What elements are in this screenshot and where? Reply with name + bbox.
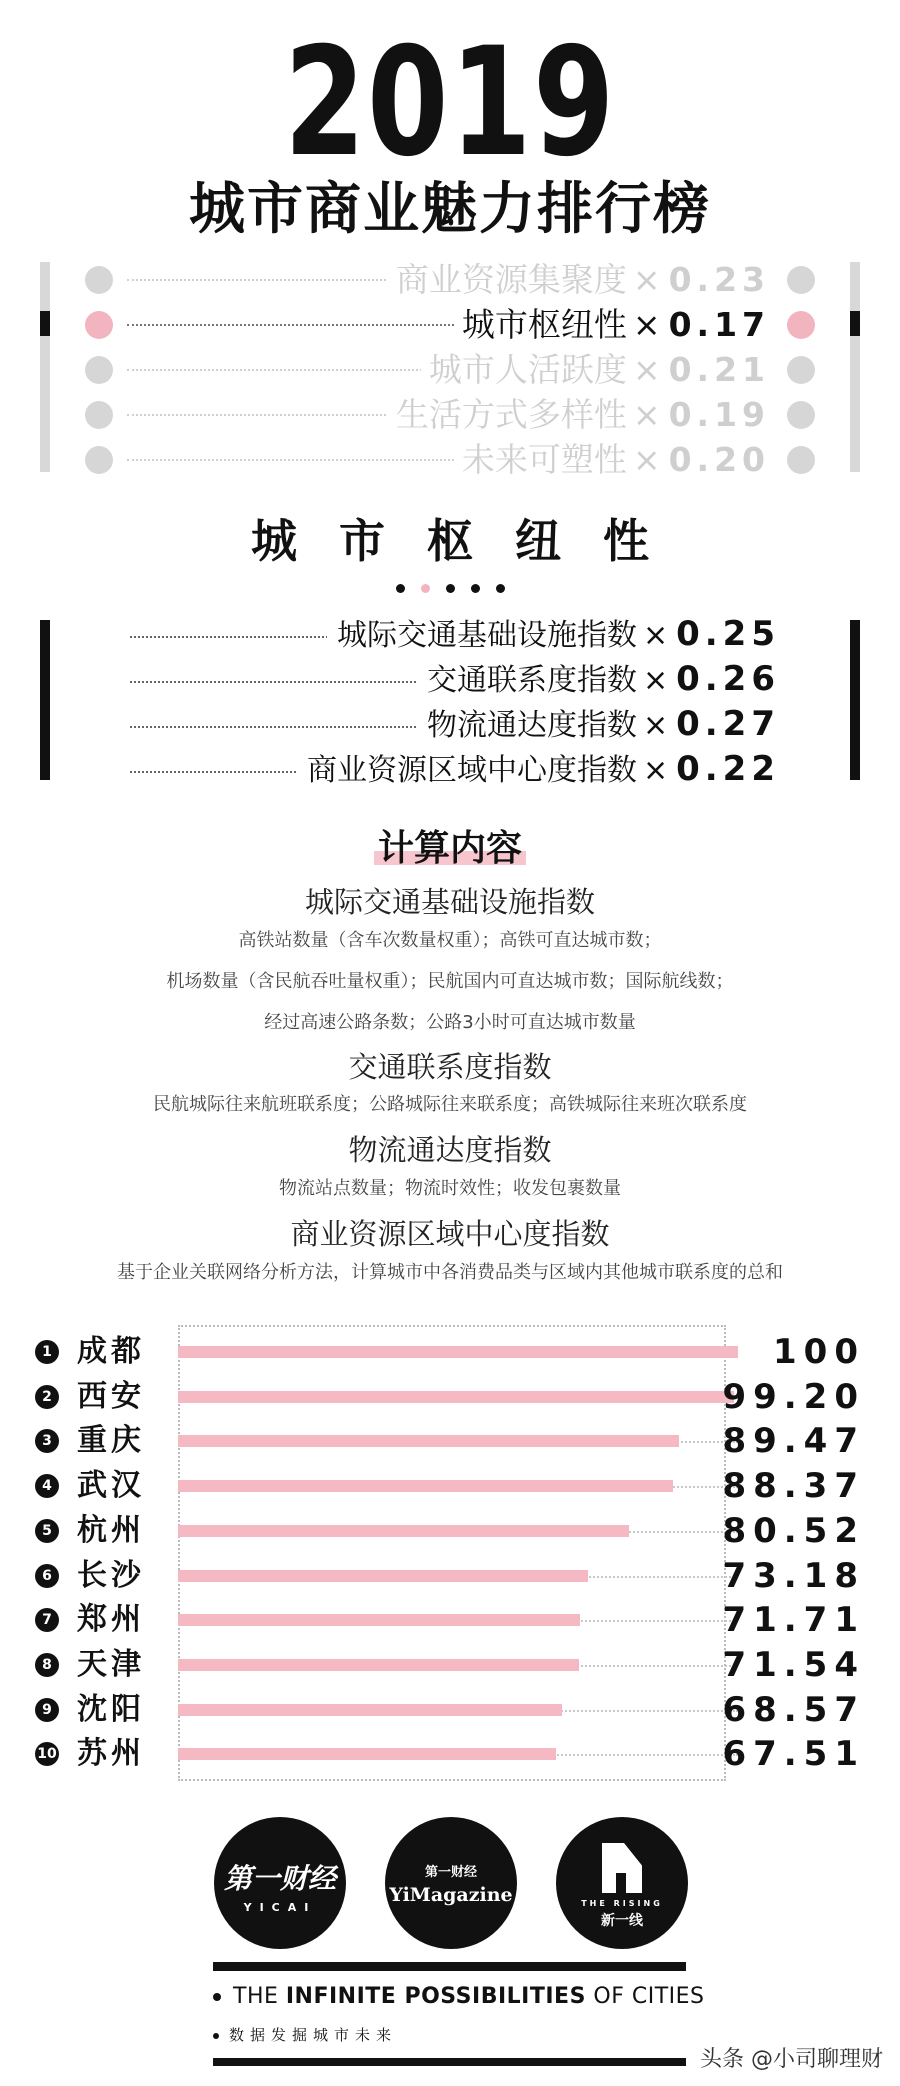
subindex-text — [327, 612, 780, 656]
weight-text — [388, 393, 770, 437]
page-indicator — [0, 578, 900, 597]
score-bar — [178, 1525, 629, 1537]
footer-rule-bottom — [213, 2058, 686, 2066]
section-title: 城市枢纽性 — [251, 514, 691, 568]
weight-row — [85, 303, 815, 347]
subindex-label: 城际交通基础设施指数 — [336, 618, 637, 653]
score-value: 71.71 — [722, 1600, 865, 1641]
rank-badge: 7 — [35, 1608, 59, 1632]
weights-right-rail — [850, 262, 860, 472]
score-value: 89.47 — [722, 1421, 865, 1462]
rank-badge: 9 — [35, 1698, 59, 1722]
calc-item-detail: 高铁站数量（含车次数量权重）；高铁可直达城市数； — [238, 930, 662, 951]
calc-item-heading: 商业资源区域中心度指数 — [290, 1217, 610, 1251]
score-bar — [178, 1748, 556, 1760]
weight-dot-right — [787, 401, 815, 429]
rank-badge: 5 — [35, 1519, 59, 1543]
city-name: 长沙 — [77, 1557, 145, 1593]
city-name: 天津 — [77, 1646, 145, 1682]
subindex-text — [417, 702, 780, 746]
ranking-row — [35, 1332, 865, 1372]
tagline: THE INFINITE POSSIBILITIES OF CITIES — [213, 1984, 705, 2009]
subindex-weight: 0.25 — [676, 614, 780, 654]
weight-label: 城市人活跃度 — [428, 350, 627, 389]
multiply-sign: × — [642, 618, 669, 653]
weights-left-rail — [40, 262, 50, 472]
weight-row — [85, 438, 815, 482]
footer-rule-top — [213, 1962, 686, 1971]
subindex-row — [130, 747, 780, 791]
score-value: 73.18 — [722, 1555, 865, 1596]
score-bar — [178, 1659, 579, 1671]
score-value: 88.37 — [722, 1466, 865, 1507]
ranking-row — [35, 1600, 865, 1640]
weights-left-marker — [40, 311, 50, 336]
calc-item-detail: 基于企业关联网络分析方法，计算城市中各消费品类与区域内其他城市联系度的总和 — [117, 1262, 783, 1283]
ranking-row — [35, 1556, 865, 1596]
weight-label: 生活方式多样性 — [395, 395, 627, 434]
weight-value: 0.17 — [668, 305, 770, 344]
rank-badge: 1 — [35, 1340, 59, 1364]
calc-item-heading: 交通联系度指数 — [348, 1050, 552, 1084]
weight-dot-right — [787, 311, 815, 339]
weight-value: 0.19 — [668, 395, 770, 434]
weight-dot-right — [787, 266, 815, 294]
ranking-row — [35, 1690, 865, 1730]
rank-badge: 3 — [35, 1429, 59, 1453]
weights-right-marker — [850, 311, 860, 336]
weight-value: 0.20 — [668, 440, 770, 479]
calc-item-detail: 民航城际往来航班联系度；公路城际往来联系度；高铁城际往来班次联系度 — [153, 1094, 747, 1115]
ranking-row — [35, 1466, 865, 1506]
ranking-row — [35, 1421, 865, 1461]
weight-label: 未来可塑性 — [461, 440, 627, 479]
calc-item-detail: 经过高速公路条数；公路3小时可直达城市数量 — [264, 1012, 636, 1033]
multiply-sign: × — [642, 663, 669, 698]
score-bar — [178, 1391, 734, 1403]
weight-text — [454, 438, 770, 482]
city-name: 苏州 — [77, 1736, 145, 1772]
rank-badge: 6 — [35, 1564, 59, 1588]
score-bar — [178, 1704, 562, 1716]
score-value: 67.51 — [722, 1734, 865, 1775]
subindex-left-rail — [40, 620, 50, 780]
rank-badge: 8 — [35, 1653, 59, 1677]
weight-label: 城市枢纽性 — [461, 305, 627, 344]
subindex-text — [417, 657, 780, 701]
weight-value: 0.21 — [668, 350, 770, 389]
score-value: 100 — [773, 1332, 865, 1372]
multiply-sign: × — [632, 260, 661, 299]
rising-logo: THE RISING 新一线 — [556, 1817, 688, 1949]
weight-text — [454, 303, 770, 347]
calc-item-detail: 物流站点数量；物流时效性；收发包裹数量 — [279, 1178, 621, 1199]
ranking-row — [35, 1734, 865, 1774]
watermark: 头条 @小司聊理财 — [700, 2047, 883, 2072]
score-bar — [178, 1614, 580, 1626]
subline: 数据发掘城市未来 — [213, 2024, 397, 2045]
subindex-label: 交通联系度指数 — [426, 663, 637, 698]
subindex-weight: 0.27 — [676, 704, 780, 744]
score-value: 80.52 — [722, 1510, 865, 1551]
subindex-label: 商业资源区域中心度指数 — [306, 753, 637, 788]
page-dot — [471, 584, 480, 593]
score-bar — [178, 1480, 673, 1492]
rank-badge: 10 — [35, 1742, 59, 1766]
weight-dot-left — [85, 266, 113, 294]
page-dot — [496, 584, 505, 593]
subindex-row — [130, 702, 780, 746]
score-value: 99.20 — [722, 1376, 865, 1417]
weight-text — [421, 348, 770, 392]
score-value: 68.57 — [722, 1689, 865, 1730]
multiply-sign: × — [642, 708, 669, 743]
city-name: 沈阳 — [77, 1691, 145, 1727]
city-name: 杭州 — [77, 1512, 145, 1548]
subindex-row — [130, 657, 780, 701]
multiply-sign: × — [632, 395, 661, 434]
subindex-weight: 0.26 — [676, 659, 780, 699]
score-bar — [178, 1570, 588, 1582]
subindex-text — [297, 747, 780, 791]
ranking-row — [35, 1645, 865, 1685]
bullet-icon — [213, 2033, 219, 2039]
score-bar — [178, 1435, 679, 1447]
city-name: 重庆 — [77, 1423, 145, 1459]
subindex-weight: 0.22 — [676, 749, 780, 789]
weight-value: 0.23 — [668, 260, 770, 299]
multiply-sign: × — [642, 753, 669, 788]
rising-mark-icon — [602, 1843, 642, 1893]
weight-dot-left — [85, 356, 113, 384]
city-name: 武汉 — [77, 1468, 145, 1504]
multiply-sign: × — [632, 440, 661, 479]
weight-dot-right — [787, 356, 815, 384]
weight-dot-left — [85, 401, 113, 429]
multiply-sign: × — [632, 350, 661, 389]
city-name: 西安 — [77, 1378, 145, 1414]
ranking-row — [35, 1511, 865, 1551]
bullet-icon — [213, 1993, 221, 2001]
yimagazine-logo: 第一财经 YiMagazine — [385, 1817, 517, 1949]
calc-item-heading: 物流通达度指数 — [348, 1133, 552, 1167]
page-dot — [396, 584, 405, 593]
subindex-row — [130, 612, 780, 656]
weight-dot-left — [85, 311, 113, 339]
weight-row — [85, 258, 815, 302]
weight-dot-left — [85, 446, 113, 474]
calc-item-heading: 城际交通基础设施指数 — [304, 885, 595, 919]
page-dot — [446, 584, 455, 593]
subindex-right-rail — [850, 620, 860, 780]
city-name: 郑州 — [77, 1602, 145, 1638]
multiply-sign: × — [632, 305, 661, 344]
rank-badge: 4 — [35, 1474, 59, 1498]
score-value: 71.54 — [722, 1644, 865, 1685]
rank-badge: 2 — [35, 1385, 59, 1409]
calc-title: 计算内容 — [0, 820, 900, 871]
yicai-logo: 第一财经 YICAI — [214, 1817, 346, 1949]
weight-text — [388, 258, 770, 302]
score-bar — [178, 1346, 738, 1358]
subindex-label: 物流通达度指数 — [426, 708, 637, 743]
weight-dot-right — [787, 446, 815, 474]
calc-item-detail: 机场数量（含民航吞吐量权重）；民航国内可直达城市数；国际航线数； — [166, 971, 734, 992]
city-name: 成都 — [77, 1334, 145, 1369]
page-title: 城市商业魅力排行榜 — [189, 177, 711, 242]
weight-label: 商业资源集聚度 — [395, 260, 627, 299]
weight-row — [85, 348, 815, 392]
ranking-row — [35, 1377, 865, 1417]
page-dot — [421, 584, 430, 593]
year-heading: 2019 — [284, 16, 616, 190]
weight-row — [85, 393, 815, 437]
